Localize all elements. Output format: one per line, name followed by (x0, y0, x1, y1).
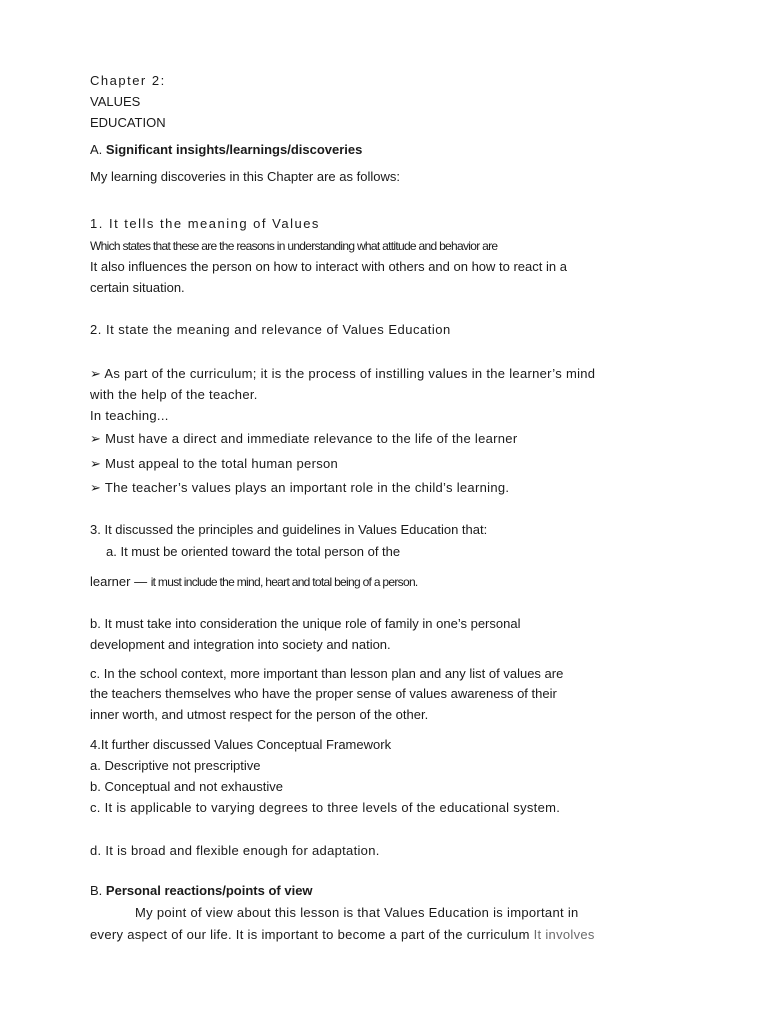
item2-bullet3: ➢ Must appeal to the total human person (90, 456, 339, 471)
item2-in-teaching: In teaching... (90, 408, 169, 423)
item3-c-line1: c. In the school context, more important than lesson plan and any list of values are (90, 666, 564, 681)
item2-title: 2. It state the meaning and relevance of Values Education (90, 322, 451, 337)
item2-bullet1-line2: with the help of the teacher. (90, 387, 258, 402)
item2-bullet4: ➢ The teacher’s values plays an important role in the child’s learning. (90, 480, 510, 495)
section-b-line2-text: every aspect of our life. It is important to become a part of the curriculum (90, 927, 530, 942)
item3-b-line1: b. It must take into consideration the unique role of family in one’s personal (90, 616, 521, 631)
item1-line1: Which states that these are the reasons in understanding what attitude and behavior are (90, 239, 498, 253)
item3-title: 3. It discussed the principles and guidelines in Values Education that: (90, 522, 488, 537)
section-b-line2-gray: It involves (529, 927, 595, 942)
item4-a: a. Descriptive not prescriptive (90, 758, 261, 773)
chapter-label: Chapter 2: (90, 73, 166, 88)
item2-bullet1-line1: ➢ As part of the curriculum; it is the process of instilling values in the learner’s mind (90, 366, 596, 381)
item1-line3: certain situation. (90, 280, 185, 295)
item4-c: c. It is applicable to varying degrees to three levels of the educational system. (90, 800, 561, 815)
section-b-line1: My point of view about this lesson is that Values Education is important in (135, 905, 579, 920)
item3-a-line1: a. It must be oriented toward the total person of the (106, 544, 401, 559)
item4-d: d. It is broad and flexible enough for adaptation. (90, 843, 380, 858)
item3-a-line2-rest: it must include the mind, heart and total being of a person. (150, 575, 418, 589)
section-a-title: Significant insights/learnings/discoveries (105, 142, 363, 157)
item4-b: b. Conceptual and not exhaustive (90, 779, 283, 794)
section-b-line2 (90, 927, 595, 943)
section-a-intro: My learning discoveries in this Chapter are as follows: (90, 169, 400, 184)
section-b-heading (90, 883, 313, 899)
section-a-prefix: A. (90, 142, 103, 157)
item1-line2: It also influences the person on how to interact with others and on how to react in a (90, 259, 567, 274)
section-a-heading (90, 142, 362, 158)
item3-b-line2: development and integration into society and nation. (90, 637, 391, 652)
chapter-title-line2: EDUCATION (90, 115, 166, 130)
item3-a-line2-start: learner — (90, 574, 151, 589)
item1-title: 1. It tells the meaning of Values (90, 216, 320, 231)
chapter-title-line1: VALUES (90, 94, 141, 109)
section-b-prefix: B. (90, 883, 103, 898)
item4-title: 4.It further discussed Values Conceptual Framework (90, 737, 392, 752)
item3-c-line2: the teachers themselves who have the proper sense of values awareness of their (90, 686, 557, 701)
item2-bullet2: ➢ Must have a direct and immediate relevance to the life of the learner (90, 431, 518, 446)
section-b-title: Personal reactions/points of view (105, 883, 313, 898)
item3-c-line3: inner worth, and utmost respect for the person of the other. (90, 707, 429, 722)
item3-a-line2 (90, 574, 418, 590)
